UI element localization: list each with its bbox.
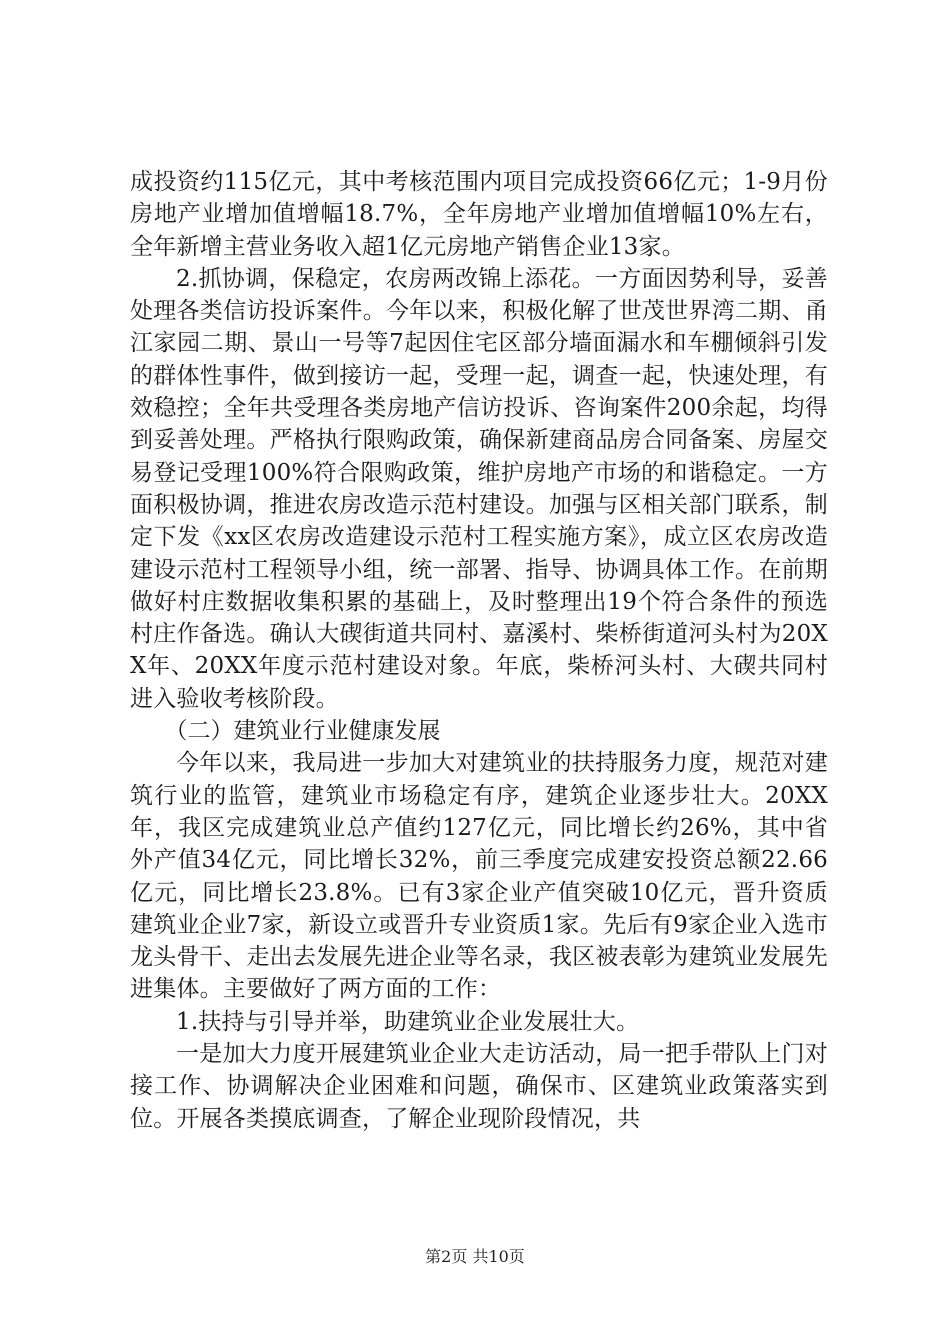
page-footer: 第2页 共10页 (425, 1247, 525, 1266)
document-body (130, 166, 828, 1135)
paragraph-enterprise-visits: 一是加大力度开展建筑业企业大走访活动，局一把手带队上门对接工作、协调解决企业困难和问题，确保市、区建筑业政策落实到位。开展各类摸底调查，了解企业现阶段情况，共 (130, 1041, 828, 1132)
section-heading-construction: （二）建筑业行业健康发展 (164, 718, 441, 745)
paragraph-continuation: 成投资约115亿元，其中考核范围内项目完成投资66亿元；1-9月份房地产业增加值增幅18.7%，全年房地产业增加值增幅10%左右，全年新增主营业务收入超1亿元房地产销售企业13家。 (130, 169, 828, 260)
paragraph-construction-overview: 今年以来，我局进一步加大对建筑业的扶持服务力度，规范对建筑行业的监管，建筑业市场稳定有序，建筑企业逐步壮大。20XX年，我区完成建筑业总产值约127亿元，同比增长约26%，其中省外产值34亿元，同比增长32%，前三季度完成建安投资总额22.66亿元，同比增长23.8%。已有3家企业产值突破10亿元，晋升资质建筑业企业7家，新设立或晋升专业资质1家。先后有9家企业入选市龙头骨干、走出去发展先进企业等名录，我区被表彰为建筑业发展先进集体。主要做好了两方面的工作： (130, 750, 828, 1003)
subheading-support-guidance: 1.扶持与引导并举，助建筑业企业发展壮大。 (176, 1008, 640, 1035)
paragraph-housing-coordination: 2.抓协调，保稳定，农房两改锦上添花。一方面因势利导，妥善处理各类信访投诉案件。今年以来，积极化解了世茂世界湾二期、甬江家园二期、景山一号等7起因住宅区部分墙面漏水和车棚倾斜引发的群体性事件，做到接访一起，受理一起，调查一起，快速处理，有效稳控；全年共受理各类房地产信访投诉、咨询案件200余起，均得到妥善处理。严格执行限购政策，确保新建商品房合同备案、房屋交易登记受理100%符合限购政策，维护房地产市场的和谐稳定。一方面积极协调，推进农房改造示范村建设。加强与区相关部门联系，制定下发《xx区农房改造建设示范村工程实施方案》，成立区农房改造建设示范村工程领导小组，统一部署、指导、协调具体工作。在前期做好村庄数据收集积累的基础上，及时整理出19个符合条件的预选村庄作备选。确认大碶街道共同村、嘉溪村、柴桥街道河头村为20XX年、20XX年度示范村建设对象。年底，柴桥河头村、大碶共同村进入验收考核阶段。 (130, 265, 828, 712)
